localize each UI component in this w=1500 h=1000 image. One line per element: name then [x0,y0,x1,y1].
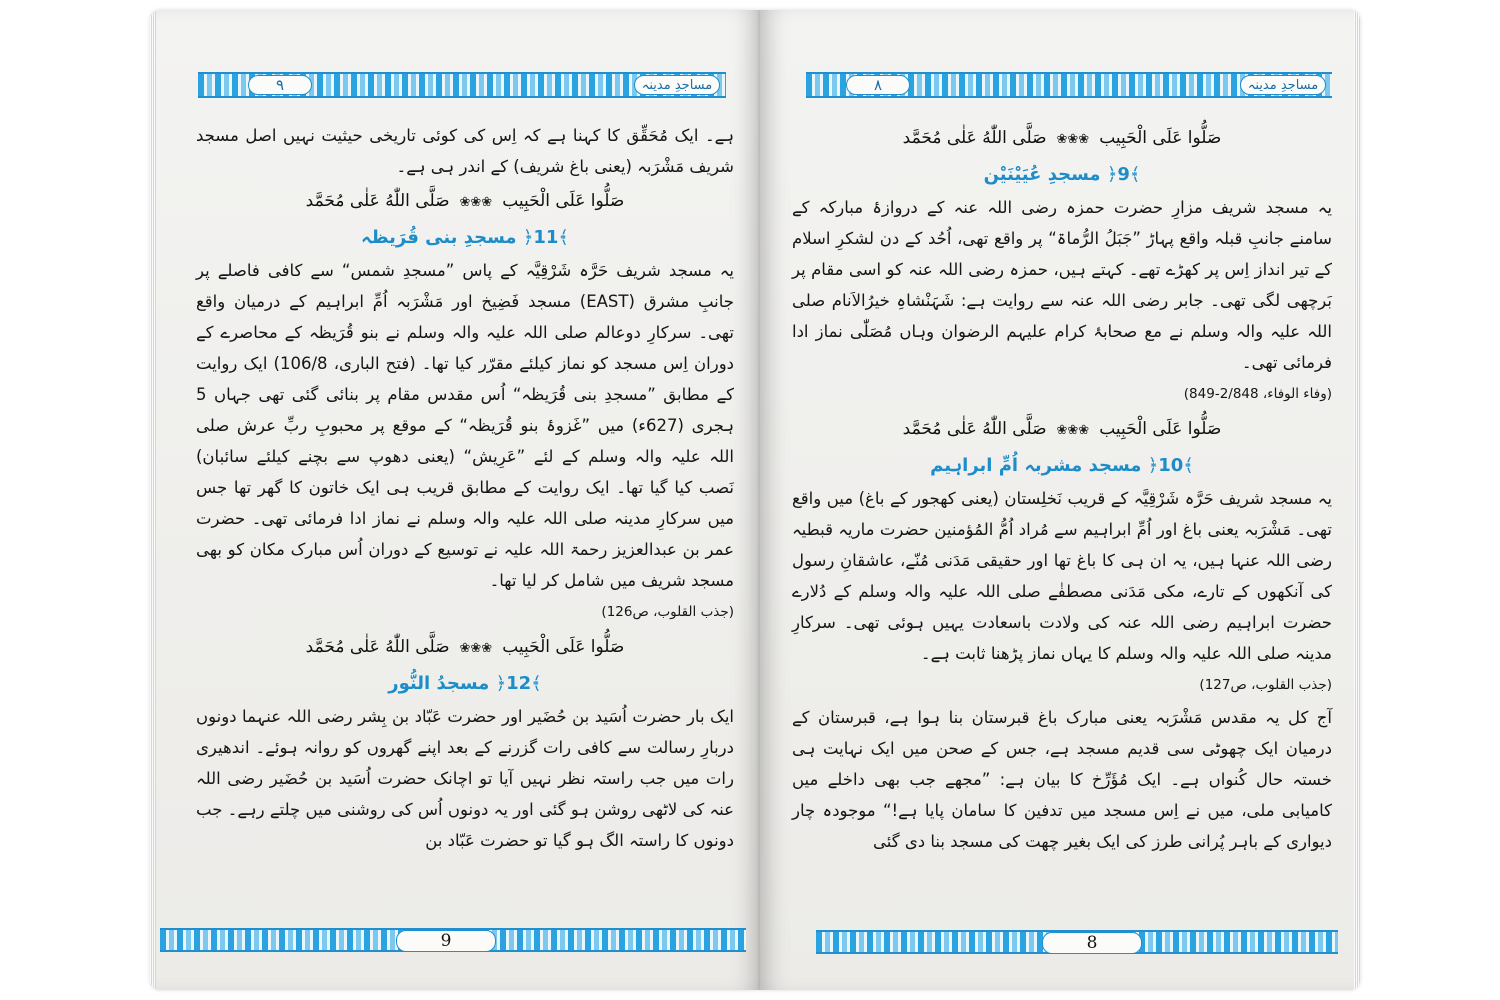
salawat-phrase: صَلُّوا عَلَى الْحَبِيب [1099,128,1222,148]
salawat-phrase: صَلَّى اللّٰهُ عَلٰى مُحَمَّد [305,191,450,211]
flower-ornament: ❀❀❀ [1056,423,1090,438]
left-page [150,10,760,990]
section-heading [792,158,1332,192]
section-title: مسجدُ النُّور [388,673,496,694]
header-page-number: ٩ [248,75,312,95]
flower-ornament: ❀❀❀ [1056,132,1090,147]
salawat-line [196,629,734,667]
citation: (جذب القلوب، ص126) [601,604,734,620]
flower-ornament: ❀❀❀ [459,195,493,210]
section-heading [792,449,1332,483]
header-border [198,72,726,98]
body-paragraph: یہ مسجد شریف مزارِ حضرت حمزہ رضی اللہ عنہ کے دروازۂ مبارکہ کے سامنے جانبِ قبلہ واقع پہاڑ ”جَبَلُ الرُّماۃ“ پر واقع تھی، اُحُد کے دن لشکرِ اسلام کے تیر انداز اِس پر کھڑے تھے۔ کہتے ہیں، حمزہ رضی اللہ عنہ کو اسی مقام پر بَرچھی لگی تھی۔ جابر رضی اللہ عنہ سے روایت ہے: شَہَنْشاہِ خیرُالاَنام صلی اللہ علیہ والہ وسلم نے مع صحابۂ کرام علیہم الرضوان وہاں مُصَلّٰی نماز ادا فرمائی تھی۔ [792,198,1332,372]
ornate-bracket: ﴿ [522,227,534,248]
salawat-line [792,120,1332,158]
header-page-number: ٨ [846,75,910,95]
section-title: مسجدِ عُیَیْنَیْن [983,164,1107,185]
header-book-title: مساجدِ مدینہ [1240,75,1326,95]
salawat-phrase: صَلُّوا عَلَى الْحَبِيب [502,191,625,211]
salawat-phrase: صَلُّوا عَلَى الْحَبِيب [502,637,625,657]
section-number: 9 [1117,164,1130,185]
body-paragraph: یہ مسجد شریف حَرَّہ شَرْقِیَّہ کے قریب نَخلِستان (یعنی کھجور کے باغ) میں واقع تھی۔ مَشْرَبہ یعنی باغ اور اُمِّ ابراہیم سے مُراد اُمُّ المُؤمنین حضرت ماریہ قبطیہ رضی اللہ عنہا ہیں، یہ ان ہی کا باغ تھا اور حقیقی مَدَنی مُنّے، عاشقانِ رسول کی آنکھوں کے تارے، مکی مَدَنی مصطفٰے صلی اللہ علیہ والہ وسلم کے دُلارے حضرت ابراہیم رضی اللہ عنہ کی ولادت باسعادت یہیں ہوئی تھی۔ سرکارِ مدینہ صلی اللہ علیہ والہ وسلم کا یہاں نماز پڑھنا ثابت ہے۔ [792,489,1332,663]
footer-border [816,930,1338,954]
citation: (جذب القلوب، ص127) [1199,677,1332,693]
footer-border [160,928,746,952]
section-heading [196,221,734,255]
section-number: 12 [506,673,532,694]
right-page [760,10,1360,990]
open-book [150,10,1360,990]
salawat-phrase: صَلُّوا عَلَى الْحَبِيب [1099,419,1222,439]
salawat-phrase: صَلَّى اللّٰهُ عَلٰى مُحَمَّد [305,637,450,657]
salawat-phrase: صَلَّى اللّٰهُ عَلٰى مُحَمَّد [902,128,1047,148]
left-page-text [196,120,734,920]
footer-page-number: 9 [396,930,496,952]
right-page-text [792,120,1332,920]
ornate-bracket: ﴿ [495,673,507,694]
ornate-bracket: ﴾ [1183,455,1194,476]
ornate-bracket: ﴾ [531,673,542,694]
ornate-bracket: ﴾ [558,227,569,248]
section-heading [196,667,734,701]
flower-ornament: ❀❀❀ [459,641,493,656]
ornate-bracket: ﴿ [1106,164,1118,185]
section-title: مسجد مشربہ اُمِّ ابراہیم [930,455,1148,476]
ornate-bracket: ﴿ [1147,455,1159,476]
citation: (وفاء الوفاء، 2/848-849) [1183,386,1332,402]
page-edge [1354,10,1360,990]
body-paragraph: ہے۔ ایک مُحَقِّق کا کہنا ہے کہ اِس کی کوئی تاریخی حیثیت نہیں اصل مسجد شریف مَشْرَبہ (یعنی باغ شریف) کے اندر ہی ہے۔ [196,126,734,176]
page-edge [150,10,156,990]
salawat-phrase: صَلَّى اللّٰهُ عَلٰى مُحَمَّد [902,419,1047,439]
salawat-line [792,411,1332,449]
section-title: مسجدِ بنی قُرَیظہ [361,227,523,248]
footer-page-number: 8 [1042,932,1142,954]
section-number: 11 [533,227,559,248]
body-paragraph: آج کل یہ مقدس مَشْرَبہ یعنی مبارک باغ قبرستان بنا ہوا ہے، قبرستان کے درمیان ایک چھوٹی سی قدیم مسجد ہے، جس کے صحن میں ایک نہایت ہی خستہ حال کُنواں ہے۔ ایک مُؤَرِّخ کا بیان ہے: ”مجھے جب بھی داخلے میں کامیابی ملی، میں نے اِس مسجد میں تدفین کا سامان پایا ہے!“ موجودہ چار دیواری کے باہر پُرانی طرز کی ایک بغیر چھت کی مسجد بنا دی گئی [792,708,1332,851]
body-paragraph: ایک بار حضرت اُسَید بن حُضَیر اور حضرت عَبّاد بن بِشر رضی اللہ عنہما دونوں دربارِ رسالت سے کافی رات گزرنے کے بعد اپنے گھروں کو روانہ ہوئے۔ اندھیری رات میں جب راستہ نظر نہیں آیا تو اچانک حضرت اُسَید بن حُضَیر رضی اللہ عنہ کی لاٹھی روشن ہو گئی اور یہ دونوں اُس کی روشنی میں چلتے رہے۔ جب دونوں کا راستہ الگ ہو گیا تو حضرت عَبّاد بن [196,707,734,850]
header-book-title: مساجدِ مدینہ [634,75,720,95]
body-paragraph: یہ مسجد شریف حَرَّہ شَرْقِیَّہ کے پاس ”مسجدِ شمس“ سے کافی فاصلے پر جانبِ مشرق (EAST) مسجد فَضِیخ اور مَشْرَبہ اُمِّ ابراہیم کے درمیان واقع تھی۔ سرکارِ دوعالم صلی اللہ علیہ والہ وسلم نے بنو قُرَیظہ کے محاصرے کے دوران اِس مسجد کو نماز کیلئے مقرّر کیا تھا۔ (فتح الباری، 106/8) ایک روایت کے مطابق ”مسجدِ بنی قُرَیظہ“ اُس مقدس مقام پر بنائی گئی تھی جہاں 5 ہجری (627ء) میں ”غَزوۂ بنو قُرَیظہ“ کے موقع پر محبوبِ ربِّ عرش صلی اللہ علیہ والہ وسلم کے لئے ”عَرِیش“ (یعنی دھوپ سے بچنے کیلئے سائبان) نَصب کیا گیا تھا۔ ایک روایت کے مطابق قریب ہی ایک خاتون کا گھر تھا جس میں سرکارِ مدینہ صلی اللہ علیہ والہ وسلم نے نماز ادا فرمائی تھی۔ حضرت عمر بن عبدالعزیز رحمۃ اللہ علیہ نے توسیع کے دوران اُس مبارک مکان کو بھی مسجد شریف میں شامل کر لیا تھا۔ [196,261,735,590]
section-number: 10 [1158,455,1184,476]
salawat-line [196,183,734,221]
ornate-bracket: ﴾ [1129,164,1141,185]
header-border [806,72,1332,98]
